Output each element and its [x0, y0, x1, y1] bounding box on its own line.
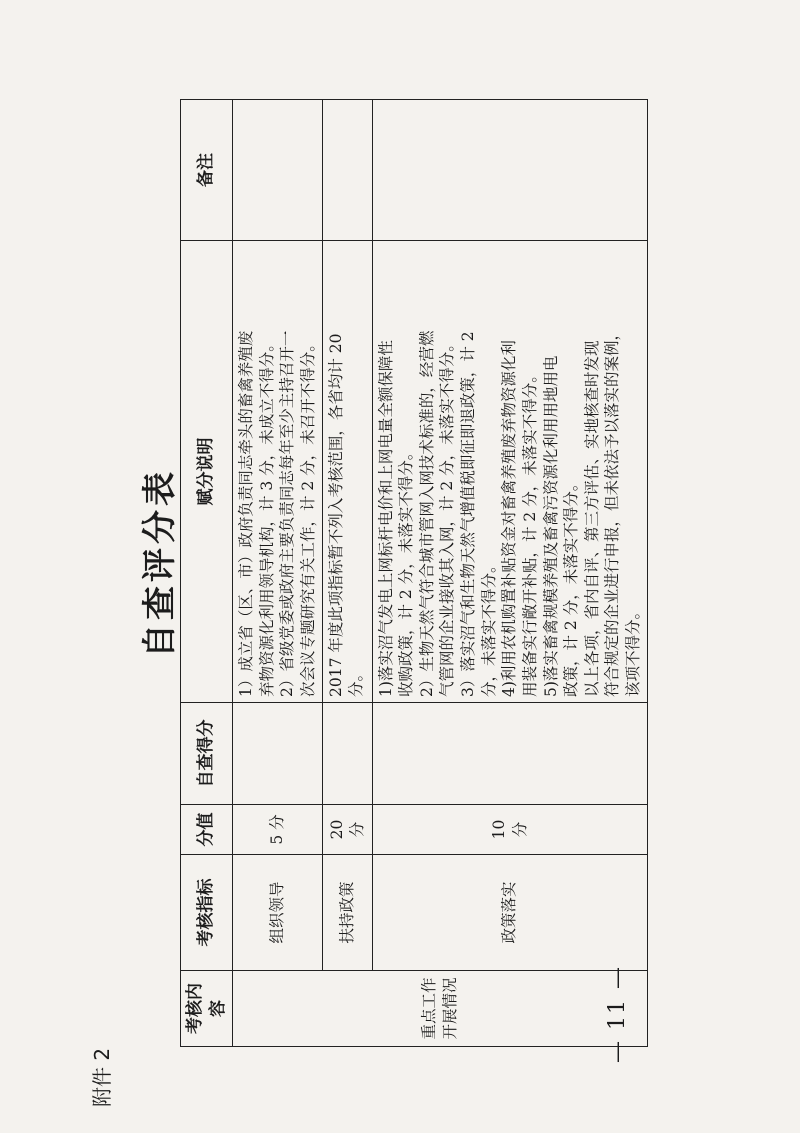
explanation-line: 2）省级党委或政府主要负责同志每年至少主持召开一 [278, 330, 297, 697]
explanation-line: 1)落实沼气发电上网标杆电价和上网电量全额保障性 [376, 340, 395, 697]
explanation-cell [233, 241, 322, 703]
score-cell: 10 分 [372, 805, 647, 855]
remark-cell [322, 100, 372, 241]
header-self-score: 自查得分 [181, 703, 233, 805]
explanation-line: 以上各项，省内自评、第三方评估、实地核查时发现 [582, 340, 601, 697]
header-remark: 备注 [181, 100, 233, 241]
score-cell: 5 分 [233, 805, 322, 855]
page-title: 自查评分表 [140, 468, 180, 658]
explanation-line: 气管网的企业接收其入网，计 2 分，未落实不得分。 [438, 336, 457, 697]
explanation-line: 符合规定的企业进行申报，但未依法予以落实的案例， [603, 324, 622, 697]
section-line-2: 开展情况 [440, 977, 459, 1040]
explanation-line: 4)利用农机购置补贴资金对畜禽养殖废弃物资源化利 [500, 340, 519, 697]
explanation-line: 分，未落实不得分。 [479, 557, 498, 697]
table-row [322, 100, 372, 1047]
explanation-line: 3）落实沼气和生物天然气增值税即征即退政策，计 2 [459, 331, 478, 697]
self-score-cell [372, 703, 647, 805]
header-row [181, 100, 233, 1047]
explanation-cell [372, 241, 647, 703]
explanation-line: 用装备实行敞开补贴，计 2 分，未落实不得分。 [520, 367, 539, 697]
header-content: 考核内容 [181, 971, 233, 1047]
self-score-cell [233, 703, 322, 805]
explanation-line: 2）生物天然气符合城市管网入网技术标准的，经营燃 [417, 330, 436, 697]
table-row [372, 100, 647, 1047]
explanation-line: 收购政策，计 2 分，未落实不得分。 [397, 444, 416, 697]
explanation-line: 2017 年度此项指标暂不列入考核范围，各省均计 20 [326, 333, 345, 697]
table-row [233, 100, 322, 1047]
annex-label: 附件 2 [90, 1047, 114, 1107]
remark-cell [233, 100, 322, 241]
header-explanation: 赋分说明 [181, 241, 233, 703]
self-score-cell [322, 703, 372, 805]
section-cell [233, 971, 647, 1047]
explanation-line: 该项不得分。 [623, 603, 642, 697]
score-cell: 20 分 [322, 805, 372, 855]
explanation-cell [322, 241, 372, 703]
indicator-cell: 组织领导 [233, 855, 322, 971]
explanation-line: 弃物资源化利用领导机构，计 3 分，未成立不得分。 [257, 336, 276, 697]
page-number: — 11 — [605, 965, 630, 1063]
indicator-cell: 扶持政策 [322, 855, 372, 971]
self-evaluation-table [180, 99, 648, 1047]
explanation-line: 分。 [347, 665, 366, 697]
header-score: 分值 [181, 805, 233, 855]
explanation-line: 5)落实畜禽规模养殖及畜禽污资源化利用用地用电 [541, 355, 560, 697]
section-line-1: 重点工作 [420, 977, 439, 1040]
indicator-cell: 政策落实 [372, 855, 647, 971]
remark-cell [372, 100, 647, 241]
explanation-line: 1）成立省（区、市）政府负责同志牵头的畜禽养殖废 [237, 330, 256, 697]
explanation-line: 次会议专题研究有关工作，计 2 分，未召开不得分。 [299, 336, 318, 697]
header-indicator: 考核指标 [181, 855, 233, 971]
explanation-line: 政策，计 2 分，未落实不得分。 [562, 475, 581, 697]
